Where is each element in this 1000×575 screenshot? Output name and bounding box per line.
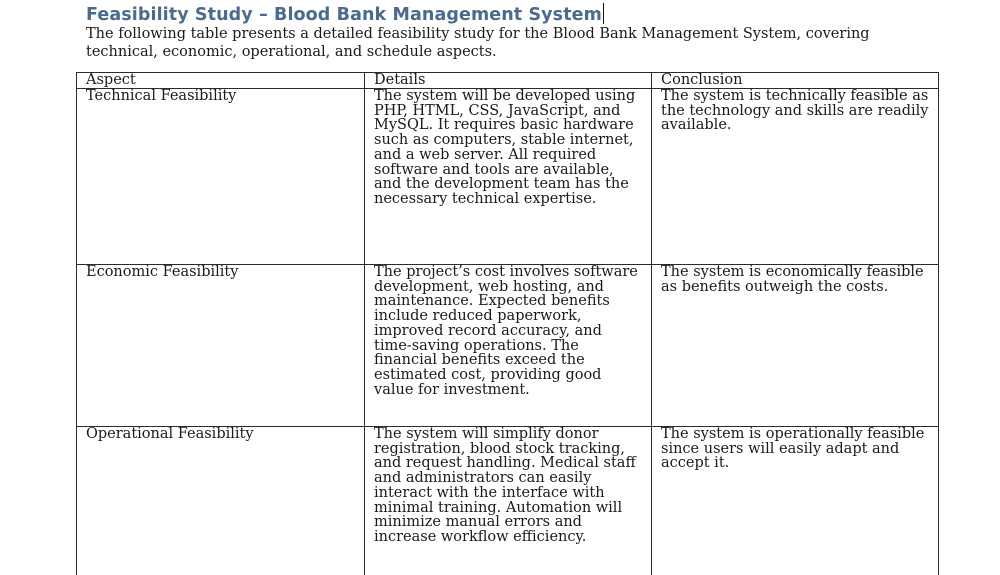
document-title[interactable]: [86, 3, 604, 27]
cell-conclusion[interactable]: [652, 89, 939, 265]
cell-aspect[interactable]: [77, 89, 365, 265]
table-row-technical: [77, 89, 939, 265]
conclusion-text: The system is operationally feasible since users will easily adapt and accept it.: [661, 426, 925, 472]
table-row-operational: [77, 427, 939, 575]
header-aspect[interactable]: Aspect: [77, 73, 365, 89]
text-cursor: [603, 3, 605, 24]
cell-conclusion[interactable]: [652, 265, 939, 427]
aspect-text: Economic Feasibility: [86, 264, 239, 280]
details-text: The system will be developed using PHP, HTML, CSS, JavaScript, and MySQL. It requires basic hardware such as computers, stable internet, and a web server. All required software and tools are available, and the development team has the necessary technical expertise.: [374, 88, 636, 207]
cell-aspect[interactable]: [77, 427, 365, 575]
cell-details[interactable]: [365, 89, 652, 265]
table-row-economic: [77, 265, 939, 427]
conclusion-text: The system is economically feasible as benefits outweigh the costs.: [661, 264, 924, 295]
table-header-row: [77, 73, 939, 89]
intro-paragraph[interactable]: The following table presents a detailed feasibility study for the Blood Bank Management System, covering technical, economic, operational, and schedule aspects.: [86, 26, 870, 60]
cell-aspect[interactable]: [77, 265, 365, 427]
conclusion-text: The system is technically feasible as the technology and skills are readily available.: [661, 88, 929, 134]
details-text: The project’s cost involves software development, web hosting, and maintenance. Expected benefits include reduced paperwork, improved record accuracy, and time-saving operations. The financial benefits exceed the estimated cost, providing good value for investment.: [374, 264, 638, 398]
aspect-text: Technical Feasibility: [86, 88, 237, 104]
details-text: The system will simplify donor registration, blood stock tracking, and request handling. Medical staff and administrators can easily interact with the interface with minimal training. Automation will minimize manual errors and increase workflow efficiency.: [374, 426, 636, 545]
document-title-text: Feasibility Study – Blood Bank Management System: [86, 5, 602, 25]
aspect-text: Operational Feasibility: [86, 426, 254, 442]
header-details[interactable]: Details: [365, 73, 652, 89]
cell-details[interactable]: [365, 427, 652, 575]
cell-details[interactable]: [365, 265, 652, 427]
cell-conclusion[interactable]: [652, 427, 939, 575]
header-conclusion[interactable]: Conclusion: [652, 73, 939, 89]
feasibility-table: [76, 72, 939, 575]
